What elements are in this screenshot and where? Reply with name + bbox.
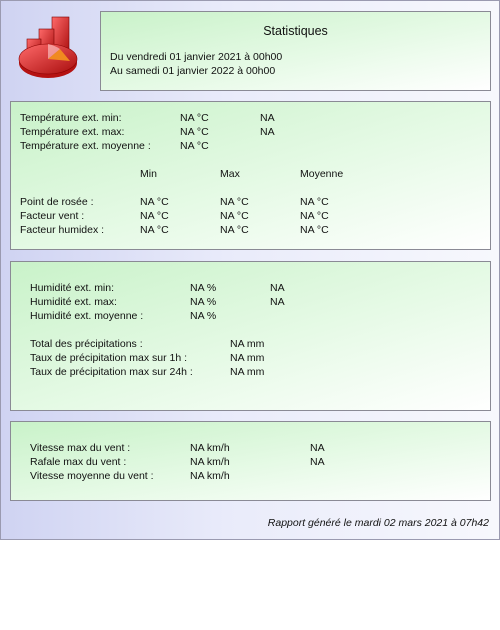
dewpoint-label: Point de rosée : — [20, 196, 94, 208]
humidity-min-extra: NA — [270, 282, 285, 294]
wind-max-extra: NA — [310, 442, 325, 454]
humidity-min-label: Humidité ext. min: — [30, 282, 115, 294]
column-header-max: Max — [220, 168, 240, 180]
temp-min-extra: NA — [260, 112, 275, 124]
column-header-avg: Moyenne — [300, 168, 344, 180]
period-from: Du vendredi 01 janvier 2021 à 00h00 — [110, 51, 283, 63]
stats-chart-icon — [15, 13, 81, 83]
temp-max-value: NA °C — [180, 126, 209, 138]
dewpoint-min: NA °C — [140, 196, 169, 208]
dewpoint-max: NA °C — [220, 196, 249, 208]
wind-avg-label: Vitesse moyenne du vent : — [30, 470, 154, 482]
header-panel — [100, 11, 491, 91]
dewpoint-avg: NA °C — [300, 196, 329, 208]
rain-total-label: Total des précipitations : — [30, 338, 143, 350]
report-footer: Rapport généré le mardi 02 mars 2021 à 07h42 — [267, 517, 489, 529]
humidity-avg-value: NA % — [190, 310, 217, 322]
humidex-max: NA °C — [220, 224, 249, 236]
rain-total-value: NA mm — [230, 338, 265, 350]
humidex-min: NA °C — [140, 224, 169, 236]
wind-max-label: Vitesse max du vent : — [30, 442, 131, 454]
temp-avg-value: NA °C — [180, 140, 209, 152]
rain-1h-value: NA mm — [230, 352, 265, 364]
temp-avg-label: Température ext. moyenne : — [20, 140, 151, 152]
temp-max-label: Température ext. max: — [20, 126, 125, 138]
rain-1h-label: Taux de précipitation max sur 1h : — [30, 352, 187, 364]
windchill-label: Facteur vent : — [20, 210, 85, 222]
page-title: Statistiques — [263, 24, 328, 38]
temp-max-extra: NA — [260, 126, 275, 138]
wind-avg-value: NA km/h — [190, 470, 230, 482]
wind-gust-value: NA km/h — [190, 456, 230, 468]
wind-panel — [10, 421, 491, 501]
humidity-max-extra: NA — [270, 296, 285, 308]
column-header-min: Min — [140, 168, 157, 180]
wind-gust-label: Rafale max du vent : — [30, 456, 127, 468]
temp-min-label: Température ext. min: — [20, 112, 122, 124]
humidity-panel — [10, 261, 491, 411]
humidex-avg: NA °C — [300, 224, 329, 236]
humidity-max-label: Humidité ext. max: — [30, 296, 117, 308]
rain-24h-label: Taux de précipitation max sur 24h : — [30, 366, 193, 378]
period-to: Au samedi 01 janvier 2022 à 00h00 — [110, 65, 276, 77]
wind-max-value: NA km/h — [190, 442, 230, 454]
humidity-avg-label: Humidité ext. moyenne : — [30, 310, 144, 322]
humidity-min-value: NA % — [190, 282, 217, 294]
windchill-avg: NA °C — [300, 210, 329, 222]
rain-24h-value: NA mm — [230, 366, 265, 378]
temperature-panel — [10, 101, 491, 250]
wind-gust-extra: NA — [310, 456, 325, 468]
windchill-max: NA °C — [220, 210, 249, 222]
humidity-max-value: NA % — [190, 296, 217, 308]
temp-min-value: NA °C — [180, 112, 209, 124]
humidex-label: Facteur humidex : — [20, 224, 105, 236]
windchill-min: NA °C — [140, 210, 169, 222]
